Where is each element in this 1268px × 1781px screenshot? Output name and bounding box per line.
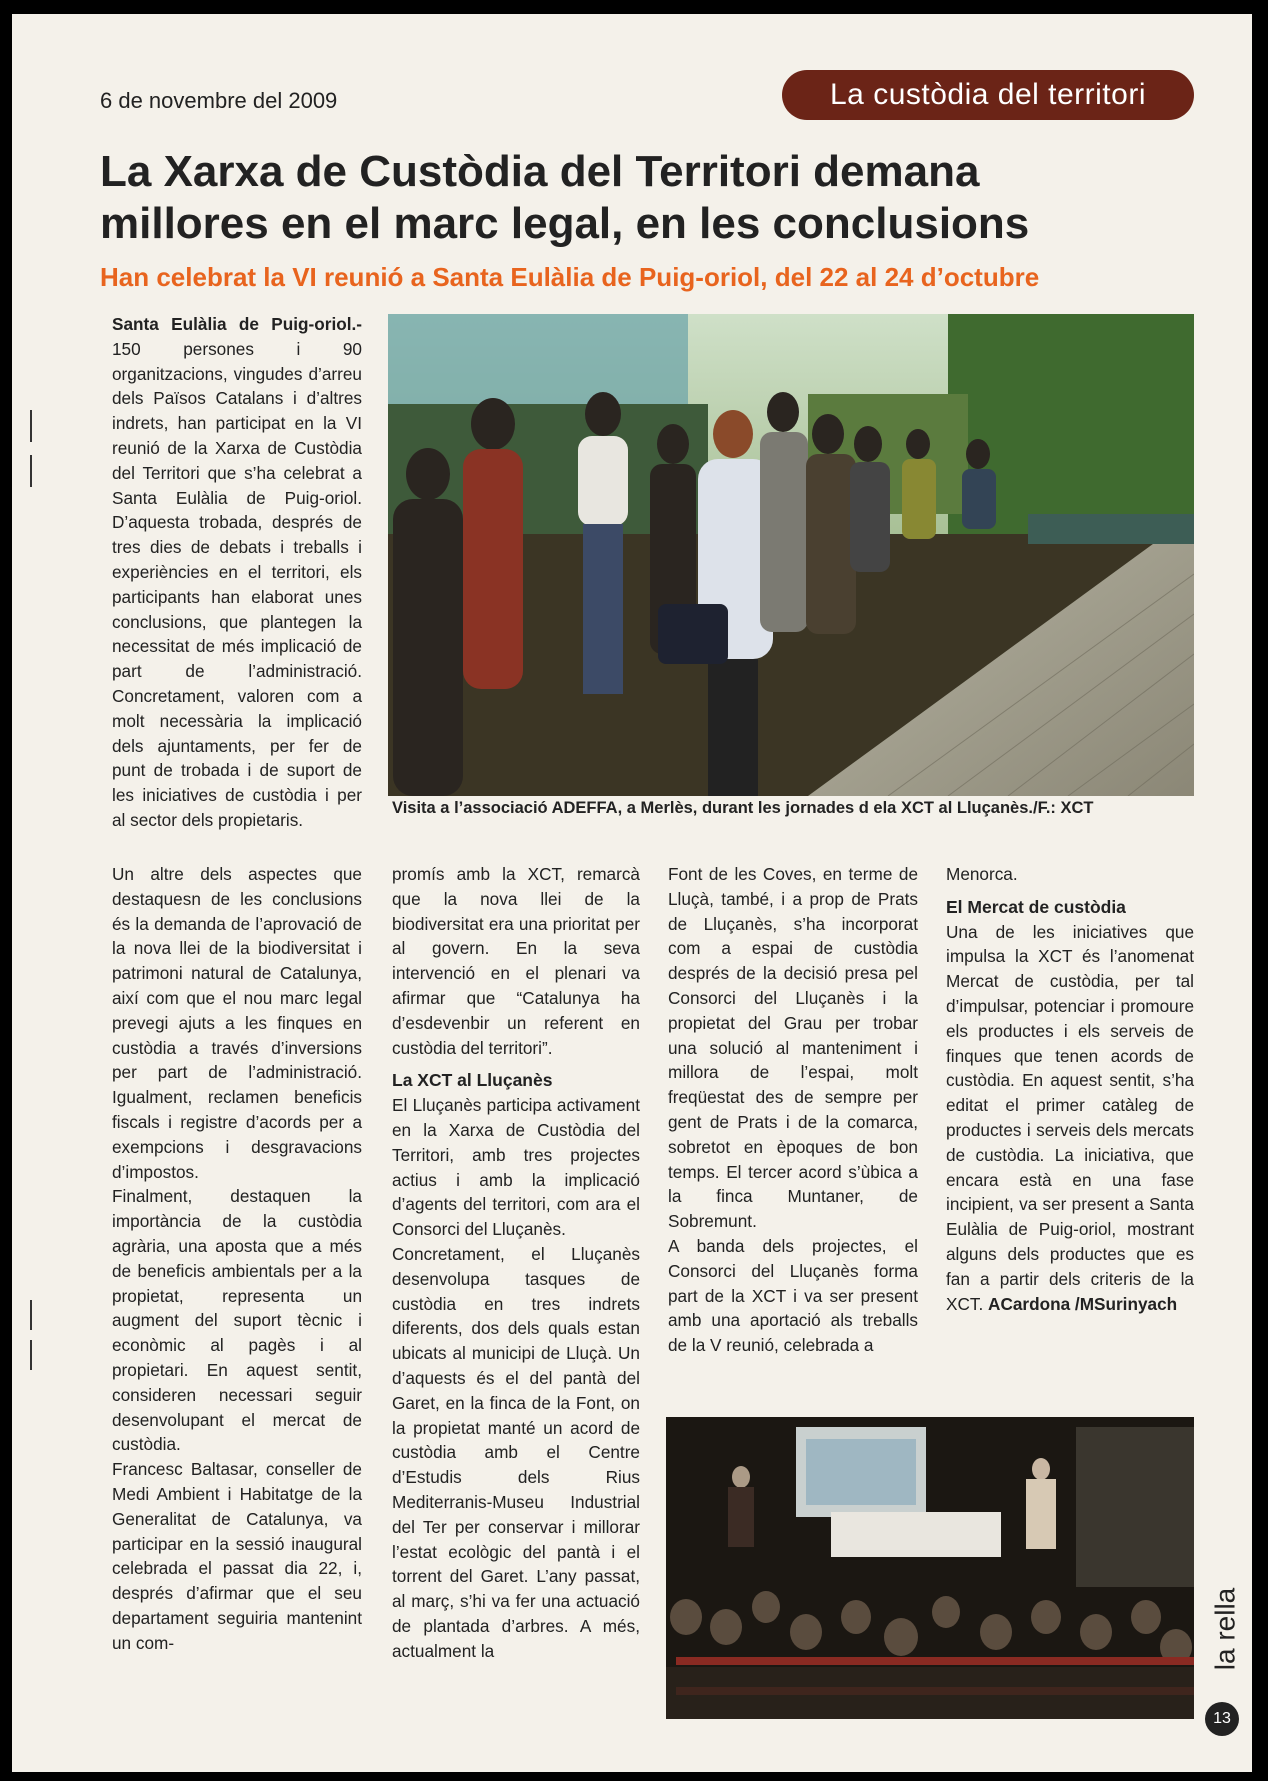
photo-caption: Visita a l’associació ADEFFA, a Merlès, durant les jornades d ela XCT al Lluçanès./F.: XCT: [392, 799, 1094, 817]
article-column-1-top: [112, 312, 362, 833]
paragraph: Font de les Coves, en terme de Lluçà, també, i a prop de Prats de Lluçanès, s’ha incorporat com a espai de custòdia després de la decisió presa pel Consorci del Lluçanès i la propietat del Grau per trobar una solució al manteniment i millora de l’espai, molt freqüestat des de sempre per gent de Prats i de la comarca, sobretot en èpoques de bon temps. El tercer acord s’ùbica a la finca Muntaner, de Sobremunt.: [668, 864, 918, 1232]
page-number: 13: [1205, 1702, 1239, 1736]
headline-line-2: millores en el marc legal, en les conclusions: [100, 199, 1030, 248]
paragraph: Una de les iniciatives que impulsa la XCT és l’anomenat Mercat de custòdia, per tal d’impulsar, potenciar i promoure els productes i els serveis de finques que tenen acords de custòdia. En aquest sentit, s’ha editat el primer catàleg de productes i serveis dels mercats de custòdia. La iniciativa, que encara està en una fase incipient, va ser present a Santa Eulàlia de Puig-oriol, mostrant alguns dels productes que es fan a partir dels criteris de la XCT.: [946, 921, 1194, 1314]
paragraph: promís amb la XCT, remarcà que la nova llei de la biodiversitat era una prioritat per al govern. En la seva intervenció en el plenari va afirmar que “Catalunya ha d’esdevenbir un referent en custòdia del territori”.: [392, 864, 640, 1058]
paragraph: Menorca.: [946, 864, 1018, 884]
dateline: Santa Eulàlia de Puig-oriol.-: [112, 314, 362, 334]
paragraph: Concretament, el Lluçanès desenvolupa tasques de custòdia en tres indrets diferents, dos dels quals estan ubicats al municipi de Lluçà. Un d’aquests és el del pantà del Garet, en la finca de la Font, on la propietat manté un acord de custòdia amb el Centre d’Estudis dels Rius Mediterranis-Museu Industrial del Ter per conservar i millorar l’estat ecològic del pantà i el torrent del Garet. L’any passat, al març, s’hi va fer una actuació de plantada d’arbres. A més, actualment la: [392, 1243, 640, 1661]
section-heading: La XCT al Lluçanès: [392, 1070, 553, 1091]
paragraph: Francesc Baltasar, conseller de Medi Ambient i Habitatge de la Generalitat de Catalunya, va participar en la sessió inaugural celebrada el passat dia 22, i, després d’afirmar que el seu departament seguiria mantenint un com-: [112, 1459, 362, 1653]
article-column-3: [668, 862, 918, 1358]
article-column-4: [946, 862, 1194, 1316]
scan-mark: [30, 410, 32, 442]
paragraph: 150 persones i 90 organitzacions, vingudes d’arreu dels Països Catalans i d’altres indrets, han participat en la VI reunió de la Xarxa de Custòdia del Territori que s’ha celebrat a Santa Eulàlia de Puig-oriol. D’aquesta trobada, després de tres dies de debats i treballs i experiències en el territori, els participants han elaborat unes conclusions, que plantegen la necessitat de més implicació de part de l’administració. Concretament, valoren com a molt necessària la implicació dels ajuntaments, per fer de punt de trobada i de suport de les iniciatives de custòdia i per al sector dels propietaris.: [112, 338, 362, 830]
svg-text:la rella: la rella: [1209, 1587, 1241, 1671]
article-headline: [100, 146, 1200, 250]
section-heading: El Mercat de custòdia: [946, 896, 1126, 917]
issue-date: 6 de novembre del 2009: [100, 88, 338, 113]
paragraph: Finalment, destaquen la importància de la custòdia agrària, una aposta que a més de beneficis ambientals per a la propietat, representa un augment del suport tècnic i econòmic al pagès i al propietari. En aquest sentit, consideren necessari seguir desenvolupant el mercat de custòdia.: [112, 1186, 362, 1455]
paragraph: A banda dels projectes, el Consorci del Lluçanès forma part de la XCT i va ser present amb una aportació als treballs de la V reunió, celebrada a: [668, 1235, 918, 1356]
scan-mark: [30, 455, 32, 487]
author-credit: ACardona /MSurinyach: [988, 1293, 1178, 1314]
section-label: La custòdia del territori: [782, 70, 1194, 120]
article-column-2: [392, 862, 640, 1664]
paragraph: El Lluçanès participa activament en la Xarxa de Custòdia del Territori, amb tres projectes actius i amb la implicació d’agents del territori, com ara el Consorci del Lluçanès.: [392, 1095, 640, 1240]
conference-photo: [666, 1417, 1194, 1719]
article-subheadline: Han celebrat la VI reunió a Santa Eulàlia de Puig-oriol, del 22 al 24 d’octubre: [100, 262, 1040, 292]
scan-mark: [30, 1340, 32, 1370]
paragraph: Un altre dels aspectes que destaquesn de les conclusions és la demanda de l’aprovació de la nova llei de la biodiversitat i patrimoni natural de Catalunya, així com que el nou marc legal prevegi ajuts a les finques en custòdia a través d’inversions per part de l’administració. Igualment, reclamen beneficis fiscals i registre d’acords per a exempcions i desgravacions d’impostos.: [112, 864, 362, 1182]
article-column-1-bottom: [112, 862, 362, 1656]
headline-line-1: La Xarxa de Custòdia del Territori demana: [100, 147, 980, 196]
publication-name: [1207, 1574, 1247, 1684]
scan-mark: [30, 1300, 32, 1330]
newspaper-page: [12, 14, 1252, 1772]
visit-photo: [388, 314, 1194, 796]
